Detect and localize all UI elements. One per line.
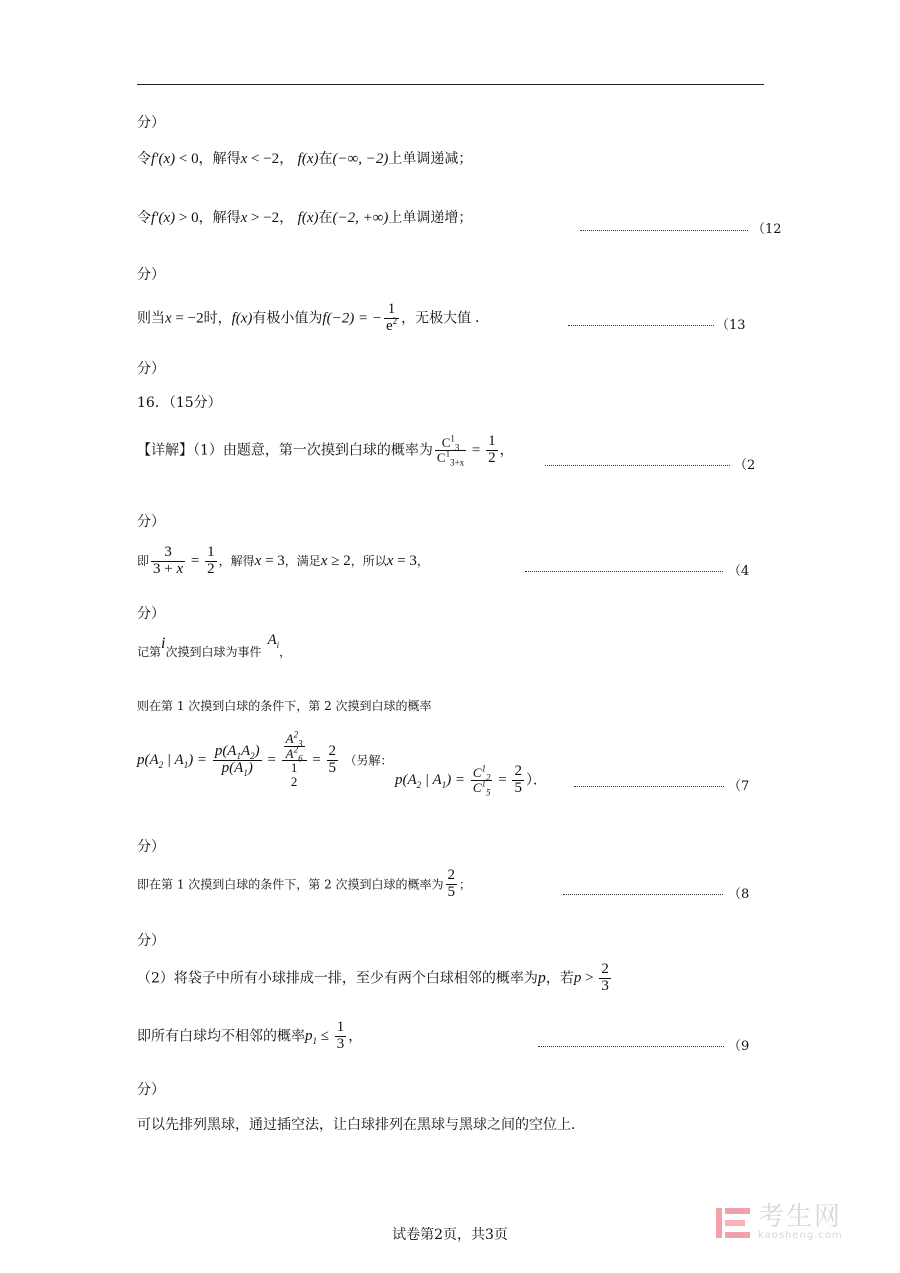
dotted-leader [545,465,730,466]
score-mark: （8 [728,887,750,902]
score-mark: （2 [734,458,756,473]
watermark-logo [716,1204,843,1241]
score-mark: （7 [728,779,750,794]
dotted-leader [568,325,714,326]
score-tail: 分） [137,361,165,377]
watermark-name: 考生网 [758,1202,843,1232]
question-number: 16．（15分） [137,395,222,411]
derivative-negative-line: 令f′(x) < 0，解得x < −2， f(x)在(−∞, −2)上单调递减； [137,151,473,167]
alternative-formula: $p(A_2$ | $A_1$) = $\frac{C^1_2}{C^1_5}$ = $\frac{2}{5}$ ）． [395,763,547,798]
score-mark: （4 [728,564,750,579]
score-tail: 分） [137,839,165,855]
solve-x-line: 即 $\frac{3}{3 + x}$ = $\frac{1}{2}$ ，解得x = 3，满足x ≥ 2，所以x = 3， [137,544,429,577]
derivative-positive-line: 令f′(x) > 0，解得x > −2， f(x)在(−2, +∞)上单调递增； [137,210,473,226]
dotted-leader [574,786,724,787]
score-tail: 分） [137,115,165,131]
watermark-mark-icon [716,1206,750,1240]
page-footer: 试卷第2页，共3页 [392,1227,508,1243]
conditional-probability-formula: $p(A_2$ | $A_1$) = $\frac{p(A_1A_2)}{p(A_1)}$ = $\frac{A^2_3}{A^2_6}$ 1 2 = $\frac{2}{5}$ （另解： [137,729,393,789]
extremum-line: 则当x = −2时，f(x)有极小值为f(−2) = − $\frac{1}{e^2}$ ，无极大值 ． [137,301,490,334]
dotted-leader [525,571,723,572]
score-mark: （9 [728,1039,750,1054]
part-2-line: （2）将袋子中所有小球排成一排，至少有两个白球相邻的概率为p，若p > $\frac{2}{3}$ [137,961,609,994]
dotted-leader [563,894,723,895]
method-line: 可以先排列黑球，通过插空法，让白球排列在黑球与黑球之间的空位上． [137,1117,585,1133]
score-tail: 分） [137,933,165,949]
score-tail: 分） [137,606,165,622]
conditional-intro: 则在第 1 次摸到白球的条件下，第 2 次摸到白球的概率 [137,699,432,713]
header-rule [137,84,764,85]
dotted-leader [538,1046,724,1047]
score-mark: （13 [716,318,746,333]
solution-step-1: 【详解】（1）由题意，第一次摸到白球的概率为 $\frac{C^1_3}{C^1_{3+x}}$ = $\frac{1}{2}$ ， [137,433,514,468]
score-tail: 分） [137,1082,165,1098]
event-definition-line: 记第i次摸到白球为事件$A_i$， [137,632,292,659]
score-tail: 分） [137,514,165,530]
score-tail: 分） [137,267,165,283]
dotted-leader [580,230,748,231]
watermark-url: kaosheng.com [758,1230,843,1241]
conditional-result-line: 即在第 1 次摸到白球的条件下，第 2 次摸到白球的概率为 $\frac{2}{5}$ ； [137,867,472,900]
non-adjacent-line: 即所有白球均不相邻的概率$p_1$ ≤ $\frac{1}{3}$ ， [137,1019,363,1052]
score-mark: （12 [752,222,782,237]
